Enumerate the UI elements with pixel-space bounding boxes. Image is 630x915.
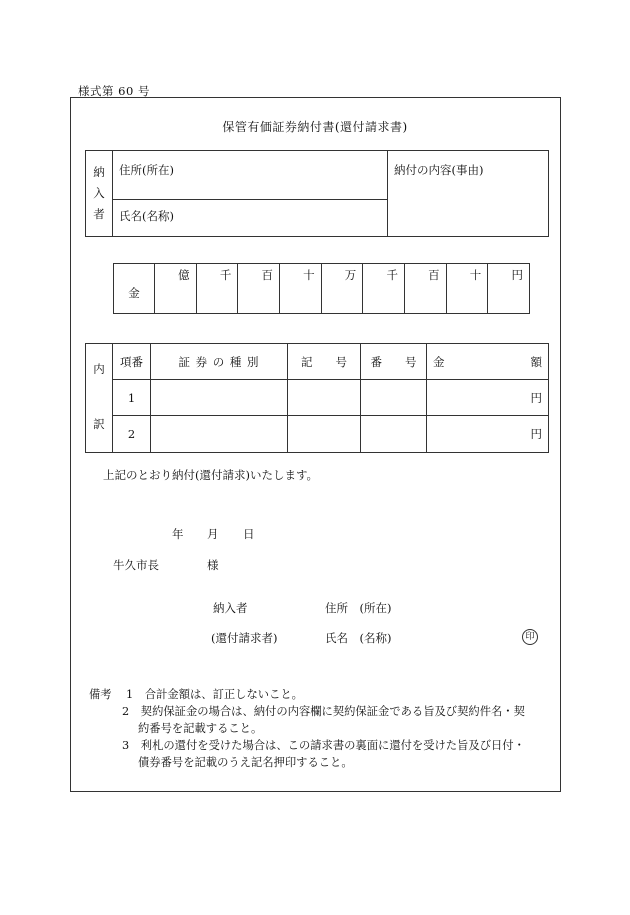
statement-text: 上記のとおり納付(還付請求)いたします。 (103, 468, 319, 482)
payer-address-label: 住所(所在) (119, 163, 174, 177)
payer-side-char: 納 (93, 165, 105, 179)
payer-signature-label: 納入者 (213, 601, 248, 615)
header-amount-right: 額 (530, 354, 542, 369)
row-symbol-cell[interactable] (288, 380, 361, 416)
row-amount-cell[interactable]: 円 (427, 416, 549, 453)
header-amount-left: 金 (433, 354, 445, 369)
note-text: 合計金額は、訂正しないこと。 (144, 688, 303, 701)
notes-heading: 備考 (89, 688, 112, 701)
breakdown-table (85, 343, 549, 453)
breakdown-side-label-bottom: 訳 (86, 416, 113, 453)
payment-content-label: 納付の内容(事由) (394, 163, 484, 177)
amount-digit-cell[interactable]: 億 (155, 264, 197, 314)
row-security-type-cell[interactable] (151, 416, 288, 453)
amount-digit-cell[interactable]: 百 (404, 264, 446, 314)
note-number: 1 (126, 688, 134, 701)
breakdown-side-spacer (86, 380, 113, 416)
note-text-continued: 約番号を記載すること。 (138, 722, 263, 735)
note-text-continued: 債券番号を記載のうえ記名押印すること。 (138, 756, 353, 769)
row-amount-cell[interactable]: 円 (427, 380, 549, 416)
notes-section (89, 686, 525, 771)
amount-digit-cell[interactable]: 千 (196, 264, 238, 314)
amount-label: 金 (114, 264, 155, 314)
seal-mark: 印 (522, 629, 538, 645)
header-security-type: 証 券 の 種 別 (151, 344, 288, 380)
date-year-label: 年 (172, 527, 184, 541)
payer-side-char: 入 (93, 186, 105, 200)
header-amount (427, 344, 549, 380)
refund-claimant-label: (還付請求者) (211, 631, 278, 645)
amount-table (113, 263, 530, 314)
date-day-label: 日 (243, 527, 255, 541)
amount-digit-cell[interactable]: 円 (488, 264, 530, 314)
addressee-name: 牛久市長 (113, 558, 159, 572)
amount-digit-cell[interactable]: 百 (238, 264, 280, 314)
form-number: 様式第 60 号 (78, 84, 150, 98)
payer-side-char: 者 (93, 207, 105, 221)
payer-name-label: 氏名(名称) (119, 209, 174, 223)
payer-name-field[interactable] (113, 200, 388, 237)
note-text: 契約保証金の場合は、納付の内容欄に契約保証金である旨及び契約件名・契 (140, 705, 525, 718)
payer-side-label (86, 151, 113, 237)
note-number: 2 (122, 705, 130, 718)
breakdown-side-label-top: 内 (86, 344, 113, 380)
payer-address-field[interactable] (113, 151, 388, 200)
signature-address-label: 住所 (所在) (325, 601, 392, 615)
amount-digit-cell[interactable]: 千 (363, 264, 405, 314)
amount-digit-cell[interactable]: 十 (279, 264, 321, 314)
signature-name-label: 氏名 (名称) (325, 631, 392, 645)
header-symbol: 記 号 (288, 344, 361, 380)
row-serial-number-cell[interactable] (361, 416, 427, 453)
payer-table (85, 150, 549, 237)
header-item-number: 項番 (113, 344, 151, 380)
note-text: 利札の還付を受けた場合は、この請求書の裏面に還付を受けた旨及び日付・ (140, 739, 525, 752)
amount-digit-cell[interactable]: 十 (446, 264, 488, 314)
row-serial-number-cell[interactable] (361, 380, 427, 416)
note-number: 3 (122, 739, 130, 752)
row-symbol-cell[interactable] (288, 416, 361, 453)
row-security-type-cell[interactable] (151, 380, 288, 416)
date-month-label: 月 (207, 527, 219, 541)
header-serial-number: 番 号 (361, 344, 427, 380)
row-item-number: 2 (113, 416, 151, 453)
payment-content-field[interactable] (388, 151, 549, 237)
row-item-number: 1 (113, 380, 151, 416)
addressee-honorific: 様 (207, 558, 219, 572)
amount-digit-cell[interactable]: 万 (321, 264, 363, 314)
form-title: 保管有価証券納付書(還付請求書) (222, 120, 408, 134)
